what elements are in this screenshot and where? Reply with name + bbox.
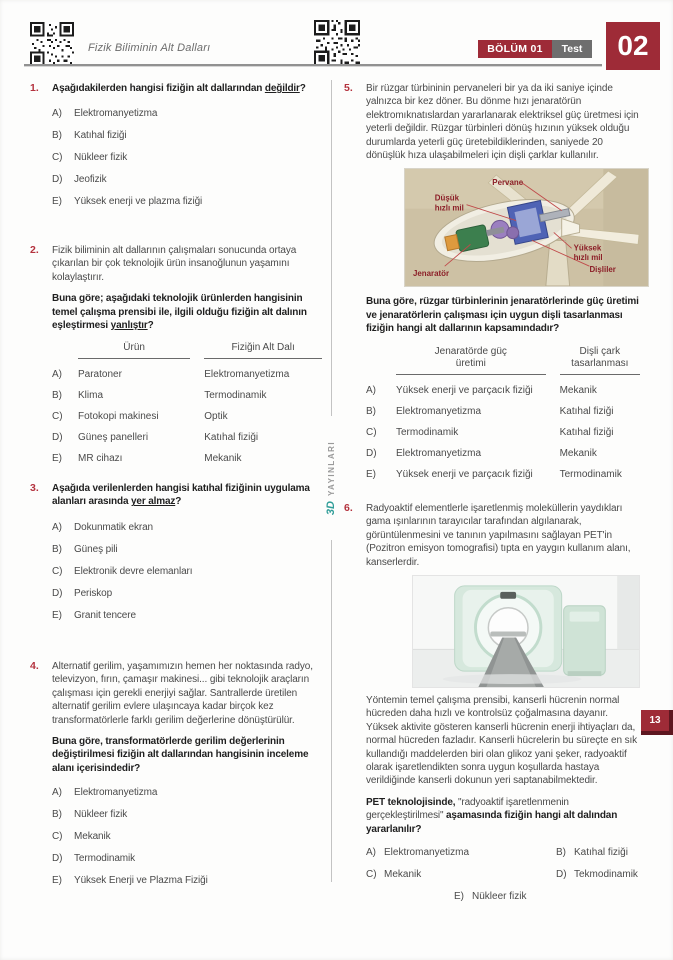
qr-code-icon <box>30 22 74 66</box>
question-6 <box>344 502 640 902</box>
pervane-label: Pervane <box>492 178 524 188</box>
column-header: Ürün <box>78 342 190 359</box>
question-number: 3. <box>30 482 39 494</box>
option-b: B) Nükleer fizik <box>52 809 128 821</box>
publisher-name: YAYINLARI <box>326 440 336 497</box>
bolum-badge: BÖLÜM 01 <box>478 40 552 58</box>
question-stem: Buna göre; aşağıdaki teknolojik ürünlerden hangisinin temel çalışma prensibi ile, ilgili olduğu fiziğin alt dalının eşleştirmesi yanlıştır? <box>52 293 307 332</box>
table-row: E) MR cihazı Mekanik <box>52 452 242 464</box>
question-5 <box>344 82 640 480</box>
pet-scanner-image <box>412 575 640 688</box>
question-number: 6. <box>344 502 353 514</box>
table-row: C) Termodinamik Katıhal fiziği <box>366 426 614 438</box>
question-paragraph: Radyoaktif elementlerle işaretlenmiş moleküllerin yaydıkları gama ışınlarının tarayıcılar tarafından algılanarak, görüntülenmesini ve tanının yapılmasını sağlayan PET'in (Pozitron emisyon tomografisi) tıpta en yaygın kullanım alanı, kanserlerdir. <box>366 503 631 568</box>
question-paragraph: Yöntemin temel çalışma prensibi, kanserli hücrenin normal hücreden daha hızlı ve kontrolsüz çoğalmasına dayanır. Yüksek aktivite gösteren kanserli hücrenin enerji ihtiyaçları da, normal hücreden fazladır. Kanserli hücrelerin bu süreçte en sık kullandığı maddelerden biri olan glikoz yani şeker, radyoaktif olarak işaretlendikten sonra uygun koşullarda hastaya verildiğinde kanserli dokunun yeri saptanabilmektedir. <box>366 695 638 787</box>
question-stem: Aşağıda verilenlerden hangisi katıhal fiziğinin uygulama alanları arasında yer almaz? <box>52 483 310 508</box>
option-d: D) Tekmodinamik <box>556 869 638 881</box>
disliler-label: Dişliler <box>589 265 616 275</box>
left-column <box>30 80 322 940</box>
question-stem: Buna göre, transformatörlerde gerilim değerlerinin değiştirilmesi fiziğin alt dallarından hangisinin inceleme alanı içerisindedir? <box>52 736 309 774</box>
table-header-row <box>366 346 640 375</box>
question-1 <box>30 82 322 207</box>
option-c: C) Mekanik <box>52 831 111 843</box>
option-c: C) Nükleer fizik <box>52 152 128 164</box>
table-row: B) Elektromanyetizma Katıhal fiziği <box>366 405 614 417</box>
dusuk-hizli-mil-label: Düşük hızlı mil <box>434 194 464 214</box>
matching-table <box>366 346 640 480</box>
question-stem: Buna göre, rüzgar türbinlerinin jenaratörlerinde güç üretimi ve jenaratörlerin çalışması için uygun dişli tasarlanması fiziğin hangi alt dallarının kapsamındadır? <box>366 296 639 335</box>
option-b: B) Katıhal fiziği <box>556 847 628 859</box>
option-c: C) Elektronik devre elemanları <box>52 565 193 577</box>
table-header-row <box>52 342 322 359</box>
table-row: A) Paratoner Elektromanyetizma <box>52 368 290 380</box>
option-a: A) Elektromanyetizma <box>52 787 158 799</box>
question-number: 5. <box>344 82 353 94</box>
question-number: 4. <box>30 660 39 672</box>
question-2 <box>30 244 322 464</box>
table-row: B) Klima Termodinamik <box>52 389 267 401</box>
qr-code-icon <box>314 20 360 66</box>
options-row-2 <box>366 869 640 880</box>
yuksek-hizli-mil-label: Yüksek hızlı mil <box>573 243 603 263</box>
option-c: C) Mekanik <box>366 869 422 881</box>
question-number: 1. <box>30 82 39 94</box>
option-a: A) Elektromanyetizma <box>366 847 470 859</box>
option-e: E) Nükleer fizik <box>454 891 527 903</box>
option-a: A) Dokunmatik ekran <box>52 521 153 533</box>
publisher-logo: 3D <box>325 501 337 516</box>
option-b: B) Katıhal fiziği <box>52 130 127 142</box>
table-row: C) Fotokopi makinesi Optik <box>52 410 228 422</box>
options-row-3 <box>366 891 640 902</box>
option-b: B) Güneş pili <box>52 543 118 555</box>
question-stem: Aşağıdakilerden hangisi fiziğin alt dallarından değildir? <box>52 83 306 94</box>
table-row: E) Yüksek enerji ve parçacık fiziği Termodinamik <box>366 468 622 480</box>
option-d: D) Termodinamik <box>52 853 136 865</box>
header-divider <box>24 64 602 67</box>
table-row: A) Yüksek enerji ve parçacık fiziği Mekanik <box>366 384 597 396</box>
column-header: Jenaratörde güç üretimi <box>396 346 546 375</box>
option-d: D) Periskop <box>52 587 113 599</box>
option-a: A) Elektromanyetizma <box>52 108 158 120</box>
table-row: D) Güneş panelleri Katıhal fiziği <box>52 431 259 443</box>
column-header: Fiziğin Alt Dalı <box>204 342 322 359</box>
page-title: Fizik Biliminin Alt Dalları <box>88 42 211 54</box>
question-paragraph: Alternatif gerilim, yaşamımızın hemen her noktasında radyo, televizyon, fırın, çamaşır makinesi... gibi teknolojik araçların çalışması için gerekli enerjiyi sağlar. Santrallerde üretilen alternatif gerilim evlere ulaşıncaya kadar birçok kez transformatörlerle farklı gerilim değerlerine dönüştürülür. <box>52 661 313 726</box>
question-paragraph: Bir rüzgar türbininin pervaneleri bir ya da iki saniye içinde yalnızca bir kez döner. Bu dönme hızı jenaratörün elektromıknatıslardan yararlanarak elektriksel güç üretmesi için yeterli değildir. Rüzgar türbinleri dönüş hızının yüksek olduğu durumlarda yeterli güç üretebildiklerinden, saniyede 20 dönüşlük hıza ulaşabilmeleri için dişli çarklar kullanılır. <box>366 83 639 162</box>
question-4 <box>30 660 322 886</box>
question-stem: PET teknolojisinde, "radyoaktif işaretlenmenin gerçekleştirilmesi" aşamasında fiziğin hangi alt dalından yararlanılır? <box>366 796 618 835</box>
question-paragraph: Fizik biliminin alt dallarının çalışmaları sonucunda ortaya çıkarılan bir çok teknolojik ürün insanoğlunun yaşamını kolaylaştırır. <box>52 245 297 283</box>
jenarator-label: Jenaratör <box>412 269 450 279</box>
right-column <box>344 80 640 940</box>
options-row-1 <box>366 847 640 858</box>
column-header: Dişli çark tasarlanması <box>560 346 640 375</box>
option-e: E) Yüksek Enerji ve Plazma Fiziği <box>52 875 208 887</box>
test-badge: Test <box>552 40 592 58</box>
page-number-tab: 13 <box>641 710 673 735</box>
question-number: 2. <box>30 244 39 256</box>
option-e: E) Yüksek enerji ve plazma fiziği <box>52 196 203 208</box>
option-d: D) Jeofizik <box>52 174 107 186</box>
test-number-badge: 02 <box>606 22 660 70</box>
question-3 <box>30 482 322 621</box>
wind-turbine-image <box>404 168 649 287</box>
option-e: E) Granit tencere <box>52 609 136 621</box>
matching-table <box>52 342 322 464</box>
table-row: D) Elektromanyetizma Mekanik <box>366 447 597 459</box>
